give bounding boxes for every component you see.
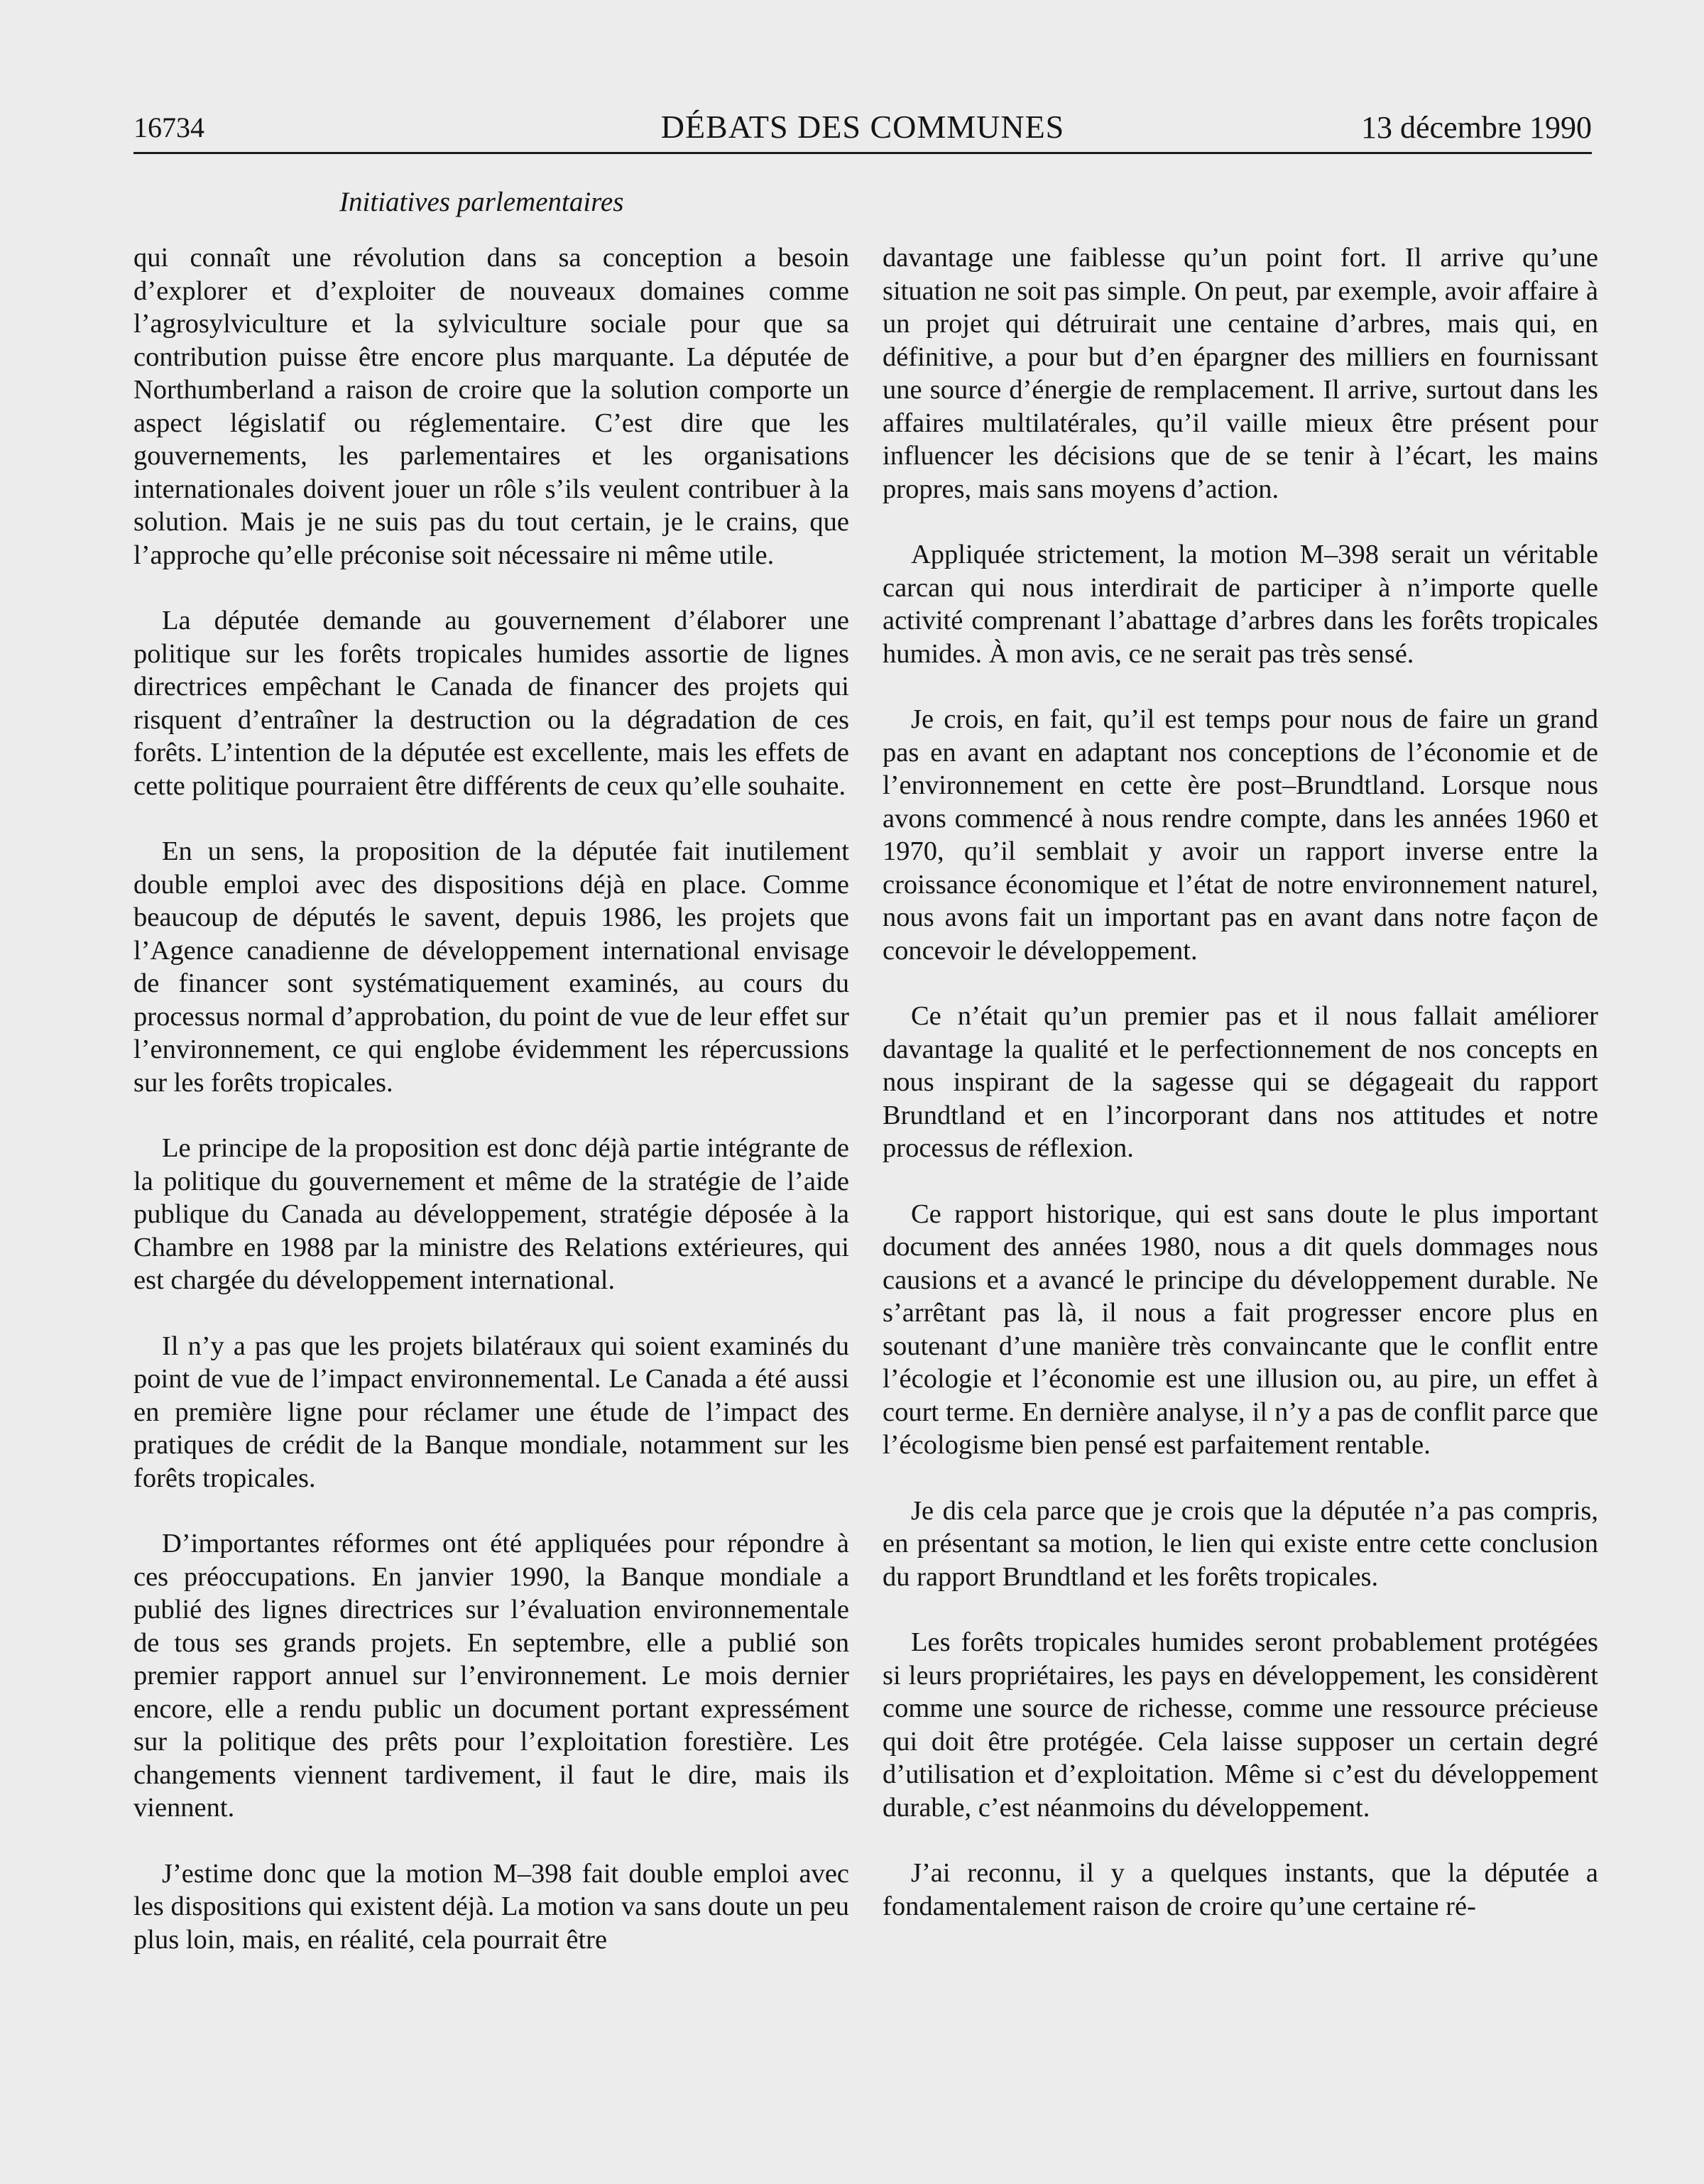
paragraph: D’importantes réformes ont été appliquées pour répondre à ces préoccupations. En janvier 1990, la Banque mondiale a publié des lignes directrices sur l’évaluation environnementale de tous ses grands projets. En septembre, elle a publié son premier rapport annuel sur l’environnement. Le mois dernier encore, elle a rendu public un document portant expressément sur la politique des prêts pour l’exploitation forestière. Les changements viennent tardivement, il faut le dire, mais ils viennent.	[133, 1529, 849, 1823]
left-column	[133, 241, 849, 1956]
paragraph: La députée demande au gouvernement d’élaborer une politique sur les forêts tropicales humides assortie de lignes directrices empêchant le Canada de financer des projets qui risquent d’entraîner la destruction ou la dégradation de ces forêts. L’intention de la députée est excellente, mais les effets de cette politique pourraient être différents de ceux qu’elle souhaite.	[133, 606, 849, 801]
paragraph: Appliquée strictement, la motion M–398 serait un véritable carcan qui nous interdirait de participer à n’importe quelle activité comprenant l’abattage d’arbres dans les forêts tropicales humides. À mon avis, ce ne serait pas très sensé.	[883, 540, 1598, 669]
paragraph: qui connaît une révolution dans sa conception a besoin d’explorer et d’exploiter de nouveaux domaines comme l’agrosylviculture et la sylviculture sociale pour que sa contribution puisse être encore plus marquante. La députée de Northumberland a raison de croire que la solution comporte un aspect législatif ou réglementaire. C’est dire que les gouvernements, les parlementaires et les organisations internationales doivent jouer un rôle s’ils veulent contribuer à la solution. Mais je ne suis pas du tout certain, je le crains, que l’approche qu’elle préconise soit nécessaire ni même utile.	[133, 243, 849, 570]
paragraph: Les forêts tropicales humides seront probablement protégées si leurs propriétaires, les pays en développement, les considèrent comme une source de richesse, comme une ressource précieuse qui doit être protégée. Cela laisse supposer un certain degré d’utilisation et d’exploitation. Même si c’est du développement durable, c’est néanmoins du développement.	[883, 1627, 1598, 1823]
section-title: Initiatives parlementaires	[339, 187, 624, 217]
page-number: 16734	[133, 111, 204, 143]
paragraph: Ce n’était qu’un premier pas et il nous fallait améliorer davantage la qualité et le perfectionnement de nos concepts en nous inspirant de la sagesse qui se dégageait du rapport Brundtland et en l’incorporant dans nos attitudes et notre processus de réflexion.	[883, 1001, 1598, 1163]
page-header	[133, 107, 1592, 158]
right-column	[883, 241, 1598, 1923]
header-rule	[133, 152, 1592, 154]
publication-date: 13 décembre 1990	[1361, 110, 1592, 145]
paragraph: En un sens, la proposition de la députée fait inutilement double emploi avec des dispositions déjà en place. Comme beaucoup de députés le savent, depuis 1986, les projets que l’Agence canadienne de développement international envisage de financer sont systématiquement examinés, au cours du processus normal d’approbation, du point de vue de leur effet sur l’environnement, ce qui englobe évidemment les répercussions sur les forêts tropicales.	[133, 836, 849, 1098]
paragraph: Le principe de la proposition est donc déjà partie intégrante de la politique du gouvernement et même de la stratégie de l’aide publique du Canada au développement, stratégie déposée à la Chambre en 1988 par la ministre des Relations extérieures, qui est chargée du développement international.	[133, 1133, 849, 1295]
paragraph: Je dis cela parce que je crois que la députée n’a pas compris, en présentant sa motion, le lien qui existe entre cette conclusion du rapport Brundtland et les forêts tropicales.	[883, 1495, 1598, 1592]
paragraph: Ce rapport historique, qui est sans doute le plus important document des années 1980, nous a dit quels dommages nous causions et a avancé le principe du développement durable. Ne s’arrêtant pas là, il nous a fait progresser encore plus en soutenant d’une manière très convaincante que le conflit entre l’écologie et l’économie est une illusion ou, au pire, un effet à court terme. En dernière analyse, il n’y a pas de conflit parce que l’écologisme bien pensé est parfaitement rentable.	[883, 1199, 1598, 1460]
paragraph: J’estime donc que la motion M–398 fait double emploi avec les dispositions qui existent déjà. La motion va sans doute un peu plus loin, mais, en réalité, cela pourrait être	[133, 1858, 849, 1955]
paragraph: Je crois, en fait, qu’il est temps pour nous de faire un grand pas en avant en adaptant nos conceptions de l’économie et de l’environnement en cette ère post–Brundtland. Lorsque nous avons commencé à nous rendre compte, dans les années 1960 et 1970, qu’il semblait y avoir un rapport inverse entre la croissance économique et l’état de notre environnement naturel, nous avons fait un important pas en avant dans notre façon de concevoir le développement.	[883, 704, 1598, 966]
paragraph: Il n’y a pas que les projets bilatéraux qui soient examinés du point de vue de l’impact environnemental. Le Canada a été aussi en première ligne pour réclamer une étude de l’impact des pratiques de crédit de la Banque mondiale, notamment sur les forêts tropicales.	[133, 1331, 849, 1493]
publication-title: DÉBATS DES COMMUNES	[660, 109, 1065, 145]
paragraph: davantage une faiblesse qu’un point fort. Il arrive qu’une situation ne soit pas simple. On peut, par exemple, avoir affaire à un projet qui détruirait une centaine d’arbres, mais qui, en définitive, a pour but d’en épargner des milliers en fournissant une source d’énergie de remplacement. Il arrive, surtout dans les affaires multilatérales, qu’il vaille mieux être présent pour influencer les décisions que de se tenir à l’écart, les mains propres, mais sans moyens d’action.	[883, 243, 1598, 504]
paragraph: J’ai reconnu, il y a quelques instants, que la députée a fondamentalement raison de croire qu’une certaine ré-	[883, 1858, 1598, 1921]
